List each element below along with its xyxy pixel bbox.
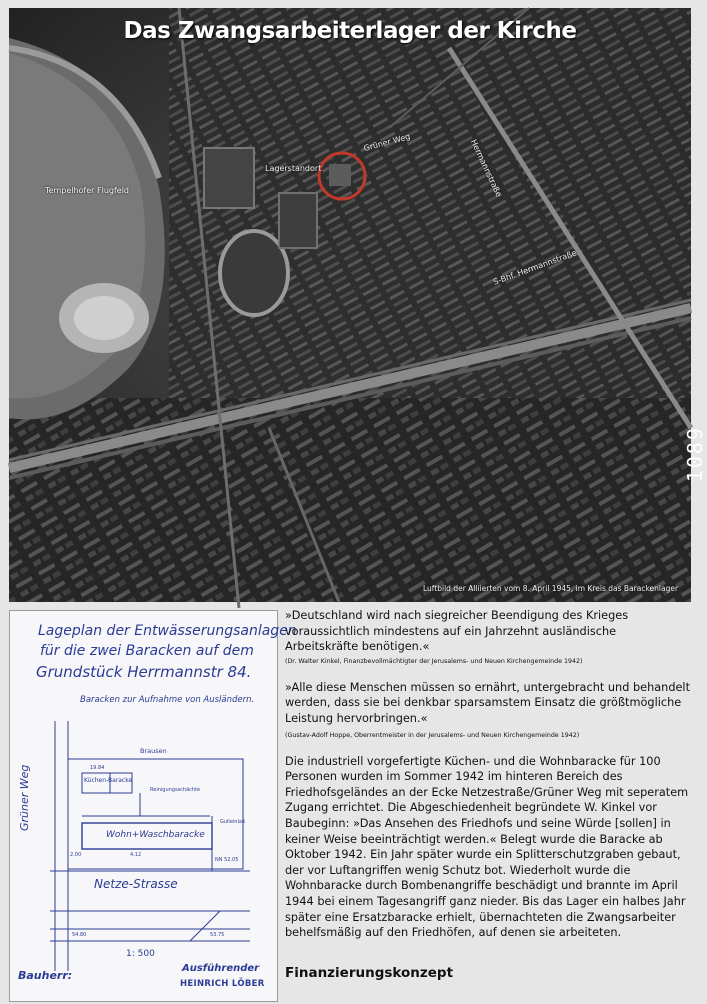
label-sbahn: S-Bhf. Hermannstraße: [492, 248, 578, 287]
svg-text:53.75: 53.75: [210, 932, 225, 938]
photo-caption: Luftbild der Alliierten vom 8. April 1945, im Kreis das Barackenlager: [423, 584, 679, 593]
svg-text:Gulleinlaß: Gulleinlaß: [220, 819, 246, 825]
quote-2: »Alle diese Menschen müssen so ernährt, untergebracht und behandelt werden, dass sie bei denkbar sparsamstem Einsatz die größtmögliche Leistung hervorbringen.«: [285, 680, 691, 725]
text-column: [285, 608, 690, 981]
body-paragraph: Die industriell vorgefertigte Küchen- und die Wohnbaracke für 100 Personen wurden im Sommer 1942 im hinteren Bereich des Friedhofsgeländes an der Ecke Netzestraße/Grüner Weg mit seperatem Zugang errichtet. Die Abgeschiedenheit begründete W. Kinkel vor Baubeginn: »Das Ansehen des Friedhofs und seine Würde [sollen] in keiner Weise beeinträchtigt werden.« Belegt wurde die Baracke ab Oktober 1942. Ein Jahr später wurde ein Splitterschutzgraben gebaut, der vor Luftangriffen wenig Schutz bot. Wiederholt wurde die Wohnbaracke durch Bombenangriffe beschädigt und brannte im April 1944 bei einem Tagesangriff ganz nieder. Bis das Lager ein halbes Jahr später eine Ersatzbaracke erhielt, übernachteten die Zwangsarbeiter behelfsmäßig auf den Friedhöfen, auf denen sie arbeiteten.: [285, 754, 689, 940]
svg-text:19.84: 19.84: [90, 765, 105, 771]
plan-street-bottom: Netze-Strasse: [94, 877, 178, 891]
plan-title-line-3: Grundstück Herrmannstr 84.: [36, 663, 252, 681]
plan-title-line-1: Lageplan der Entwässerungsanlagen: [38, 623, 297, 639]
photo-number: 1089: [683, 426, 707, 483]
aerial-photo-image: [9, 8, 691, 602]
aerial-photo: [9, 8, 707, 602]
plan-ausfuehrender-label: Ausführender: [182, 963, 260, 974]
quote-1-source: (Dr. Walter Kinkel, Finanzbevollmächtigter der Jerusalems- und Neuen Kirchengemeinde 1942): [285, 657, 583, 665]
plan-subtitle: Baracken zur Aufnahme von Ausländern.: [80, 695, 255, 705]
plan-street-left: Grüner Weg: [18, 764, 31, 831]
label-tempelhof: Tempelhofer Flugfeld: [45, 186, 130, 195]
section-heading: Finanzierungskonzept: [285, 964, 454, 981]
plan-bauherr-label: Bauherr:: [18, 969, 73, 982]
svg-text:4.12: 4.12: [130, 852, 142, 858]
plan-brausen: Brausen: [140, 747, 167, 755]
plan-building-lower: Wohn+Waschbaracke: [106, 830, 205, 840]
site-plan: [9, 610, 297, 1002]
svg-text:NN 52.05: NN 52.05: [215, 857, 239, 863]
quote-2-source: (Gustav-Adolf Hoppe, Oberrentmeister in der Jerusalems- und Neuen Kirchengemeinde 1942): [285, 731, 580, 739]
svg-text:Reinigungsschächte: Reinigungsschächte: [150, 787, 201, 793]
page-title: Das Zwangsarbeiterlager der Kirche: [123, 18, 577, 44]
label-gruener-weg: Grüner Weg: [362, 131, 412, 154]
svg-text:54.80: 54.80: [72, 932, 87, 938]
label-lagerstandort: Lagerstandort: [265, 164, 322, 173]
plan-company: HEINRICH LÖBER: [180, 979, 265, 989]
svg-text:2.00: 2.00: [70, 852, 82, 858]
plan-scale: 1: 500: [126, 949, 155, 959]
label-hermannstrasse: Hermannstraße: [468, 138, 504, 199]
plan-building-upper: Küchen-Baracke: [84, 777, 133, 784]
plan-title-line-2: für die zwei Baracken auf dem: [40, 643, 254, 659]
quote-1: »Deutschland wird nach siegreicher Beendigung des Krieges voraussichtlich mindestens auf ein Jahrzehnt ausländische Arbeitskräfte benötigen.«: [285, 609, 629, 654]
